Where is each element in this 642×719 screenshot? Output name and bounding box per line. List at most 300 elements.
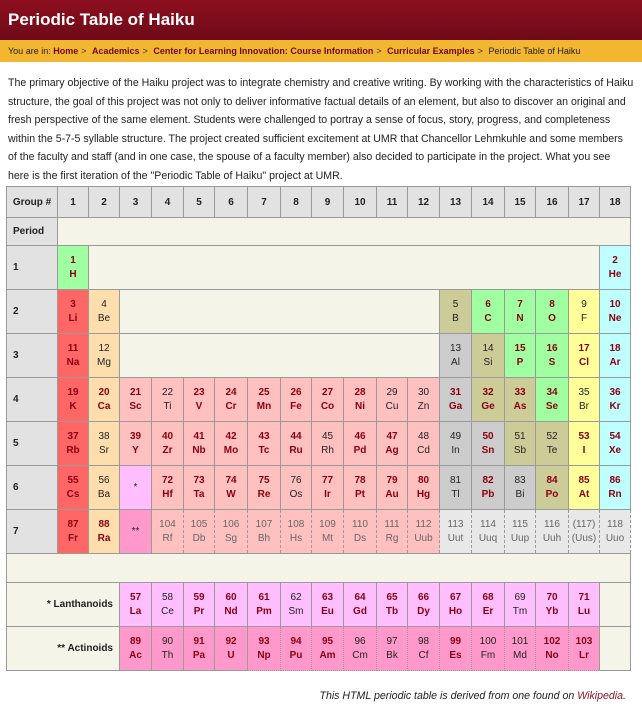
- atomic-number: 107: [255, 518, 273, 530]
- element-uus[interactable]: [569, 510, 600, 554]
- element-cm[interactable]: [344, 627, 377, 671]
- atomic-number: 36: [609, 386, 621, 398]
- breadcrumb-academics[interactable]: Academics: [92, 46, 140, 56]
- atomic-number: 80: [417, 474, 430, 486]
- atomic-number: 23: [193, 386, 205, 398]
- element-symbol: Cr: [225, 400, 237, 412]
- element-s[interactable]: [536, 334, 569, 378]
- intro-paragraph: The primary objective of the Haiku project was to integrate chemistry and creative writing. By working with the characteristics of Haiku structure, the goal of this project was not only to deliver informative factual details of an element, but also to discover an original and fresh perspective of the same element. Students were challenged to portray a sense of focus, story, progress, and completeness within the 5-7-5 syllable structure. The project created sufficient excitement at UMR that Chancellor Lehmkuhle and some members of the faculty and staff (and in one case, the spouse of a faculty member) also decided to participate in the project. What you see here is the first iteration of the "Periodic Table of Haiku" project at UMR.: [8, 77, 634, 182]
- element-p[interactable]: [505, 334, 536, 378]
- element-symbol: Yb: [545, 605, 559, 617]
- element-ge[interactable]: [472, 378, 505, 422]
- element-uut[interactable]: [440, 510, 472, 554]
- atomic-number: 101: [511, 635, 529, 647]
- element-se[interactable]: [536, 378, 569, 422]
- atomic-number: 30: [417, 386, 430, 398]
- lanthanoids-label: * Lanthanoids: [7, 583, 120, 627]
- element-mo[interactable]: [215, 422, 248, 466]
- element-no[interactable]: [536, 627, 569, 671]
- element-ca[interactable]: [89, 378, 120, 422]
- element-symbol: O: [548, 312, 556, 324]
- element-pb[interactable]: [472, 466, 505, 510]
- element-symbol: P: [516, 356, 524, 368]
- element-fr[interactable]: [58, 510, 89, 554]
- atomic-number: 74: [225, 474, 237, 486]
- element-rh[interactable]: [312, 422, 344, 466]
- element-symbol: Nb: [192, 444, 206, 456]
- element-uup[interactable]: [505, 510, 536, 554]
- group-number: 7: [248, 187, 281, 218]
- atomic-number: 86: [609, 474, 621, 486]
- element-he[interactable]: [600, 246, 631, 290]
- atomic-number: 21: [129, 386, 142, 398]
- element-symbol: La: [129, 605, 142, 617]
- element-symbol: U: [227, 649, 235, 661]
- element-pa[interactable]: [184, 627, 215, 671]
- element-hg[interactable]: [408, 466, 440, 510]
- element-yb[interactable]: [536, 583, 569, 627]
- element-symbol: Ac: [129, 649, 142, 661]
- lanthanoid-marker[interactable]: [120, 466, 152, 510]
- period-number: 3: [7, 334, 58, 378]
- element-symbol: Dy: [417, 605, 430, 617]
- element-symbol: Br: [579, 400, 589, 412]
- group-number: 4: [152, 187, 184, 218]
- atomic-number: 3: [70, 298, 76, 310]
- atomic-number: 8: [549, 298, 555, 310]
- element-sg[interactable]: [215, 510, 248, 554]
- element-at[interactable]: [569, 466, 600, 510]
- footer-note: This HTML periodic table is derived from one found on Wikipedia.: [319, 690, 626, 702]
- element-ti[interactable]: [152, 378, 184, 422]
- element-symbol: (Uus): [571, 532, 597, 544]
- group-number: 15: [505, 187, 536, 218]
- element-cd[interactable]: [408, 422, 440, 466]
- element-uub[interactable]: [408, 510, 440, 554]
- atomic-number: 9: [581, 298, 587, 310]
- element-mg[interactable]: [89, 334, 120, 378]
- group-number: 12: [408, 187, 440, 218]
- element-symbol: Ru: [289, 444, 303, 456]
- element-pd[interactable]: [344, 422, 377, 466]
- element-ir[interactable]: [312, 466, 344, 510]
- atomic-number: 7: [517, 298, 523, 310]
- element-sc[interactable]: [120, 378, 152, 422]
- element-li[interactable]: [58, 290, 89, 334]
- group-number: 6: [215, 187, 248, 218]
- element-ds[interactable]: [344, 510, 377, 554]
- element-al[interactable]: [440, 334, 472, 378]
- atomic-number: 60: [225, 591, 237, 603]
- element-symbol: Ir: [324, 488, 331, 500]
- element-symbol: Ar: [609, 356, 621, 368]
- element-ac[interactable]: [120, 627, 152, 671]
- element-ta[interactable]: [184, 466, 215, 510]
- atomic-number: 48: [417, 430, 430, 442]
- element-zn[interactable]: [408, 378, 440, 422]
- element-symbol: As: [513, 400, 527, 412]
- element-symbol: Md: [513, 649, 527, 661]
- atomic-number: 27: [321, 386, 334, 398]
- element-symbol: Fr: [68, 532, 78, 544]
- atomic-number: 29: [386, 386, 398, 398]
- element-kr[interactable]: [600, 378, 631, 422]
- element-uuh[interactable]: [536, 510, 569, 554]
- element-symbol: B: [452, 312, 459, 324]
- element-symbol: Pa: [192, 649, 206, 661]
- element-v[interactable]: [184, 378, 215, 422]
- atomic-number: 75: [258, 474, 270, 486]
- breadcrumb-prefix: You are in:: [8, 46, 51, 56]
- wikipedia-link[interactable]: Wikipedia: [577, 690, 624, 702]
- atomic-number: 15: [514, 342, 526, 354]
- element-symbol: Ag: [385, 444, 399, 456]
- atomic-number: 87: [67, 518, 79, 530]
- atomic-number: 110: [352, 518, 368, 530]
- element-md[interactable]: [505, 627, 536, 671]
- atomic-number: 31: [449, 386, 462, 398]
- element-symbol: Pt: [355, 488, 365, 500]
- element-po[interactable]: [536, 466, 569, 510]
- element-ho[interactable]: [440, 583, 472, 627]
- element-db[interactable]: [184, 510, 215, 554]
- atomic-number: 78: [354, 474, 366, 486]
- element-symbol: Cf: [418, 649, 429, 661]
- period-number: 6: [7, 466, 58, 510]
- element-symbol: Ba: [97, 488, 111, 500]
- element-co[interactable]: [312, 378, 344, 422]
- atomic-number: 96: [354, 635, 366, 647]
- atomic-number: 81: [449, 474, 462, 486]
- element-symbol: Bk: [386, 649, 398, 661]
- element-tb[interactable]: [377, 583, 408, 627]
- atomic-number: 73: [193, 474, 205, 486]
- element-mn[interactable]: [248, 378, 281, 422]
- element-tm[interactable]: [505, 583, 536, 627]
- element-am[interactable]: [312, 627, 344, 671]
- atomic-number: 57: [129, 591, 142, 603]
- atomic-number: 25: [258, 386, 270, 398]
- element-symbol: Uup: [510, 532, 530, 544]
- element-symbol: Zn: [417, 400, 430, 412]
- atomic-number: 106: [222, 518, 240, 530]
- atomic-number: 118: [607, 518, 623, 530]
- element-symbol: Pd: [353, 444, 367, 456]
- element-uuq[interactable]: [472, 510, 505, 554]
- element-symbol: Cd: [417, 444, 430, 456]
- element-symbol: Te: [546, 444, 558, 456]
- element-symbol: S: [548, 356, 556, 368]
- atomic-number: 112: [415, 518, 432, 530]
- atomic-number: 1: [70, 254, 76, 266]
- atomic-number: 82: [482, 474, 494, 486]
- element-uuo[interactable]: [600, 510, 631, 554]
- atomic-number: 93: [258, 635, 270, 647]
- element-symbol: Cu: [385, 400, 399, 412]
- group-number: 16: [536, 187, 569, 218]
- atomic-number: 49: [449, 430, 462, 442]
- element-symbol: Se: [545, 400, 559, 412]
- element-symbol: Li: [68, 312, 78, 324]
- element-nd[interactable]: [215, 583, 248, 627]
- element-cf[interactable]: [408, 627, 440, 671]
- element-pr[interactable]: [184, 583, 215, 627]
- element-ru[interactable]: [281, 422, 312, 466]
- element-symbol: Co: [320, 400, 335, 412]
- element-rb[interactable]: [58, 422, 89, 466]
- actinoids-label: ** Actinoids: [7, 627, 120, 671]
- atomic-number: 41: [193, 430, 205, 442]
- atomic-number: 104: [159, 518, 176, 530]
- element-cl[interactable]: [569, 334, 600, 378]
- atomic-number: 35: [578, 386, 590, 398]
- element-os[interactable]: [281, 466, 312, 510]
- element-symbol: Tl: [451, 488, 460, 500]
- atomic-number: 6: [485, 298, 491, 310]
- element-h[interactable]: [58, 246, 89, 290]
- element-ra[interactable]: [89, 510, 120, 554]
- table-spacer: [7, 554, 631, 583]
- period-number: 1: [7, 246, 58, 290]
- element-symbol: Uuh: [542, 532, 562, 544]
- element-b[interactable]: [440, 290, 472, 334]
- atomic-number: 70: [546, 591, 558, 603]
- element-tl[interactable]: [440, 466, 472, 510]
- element-rg[interactable]: [377, 510, 408, 554]
- element-th[interactable]: [152, 627, 184, 671]
- atomic-number: 114: [480, 518, 496, 530]
- element-cr[interactable]: [215, 378, 248, 422]
- element-symbol: Nd: [224, 605, 238, 617]
- element-symbol: Uub: [414, 532, 433, 544]
- element-bi[interactable]: [505, 466, 536, 510]
- atomic-number: 42: [225, 430, 237, 442]
- element-symbol: Al: [451, 356, 460, 368]
- element-in[interactable]: [440, 422, 472, 466]
- element-ga[interactable]: [440, 378, 472, 422]
- element-eu[interactable]: [312, 583, 344, 627]
- element-symbol: Hf: [162, 488, 173, 500]
- atomic-number: 113: [447, 518, 464, 530]
- atomic-number: 94: [290, 635, 302, 647]
- element-sr[interactable]: [89, 422, 120, 466]
- element-dy[interactable]: [408, 583, 440, 627]
- atomic-number: 33: [514, 386, 526, 398]
- element-c[interactable]: [472, 290, 505, 334]
- actinoid-marker[interactable]: [120, 510, 152, 554]
- element-zr[interactable]: [152, 422, 184, 466]
- atomic-number: 77: [321, 474, 334, 486]
- empty-cell: [600, 583, 631, 627]
- element-i[interactable]: [569, 422, 600, 466]
- atomic-number: 26: [290, 386, 302, 398]
- element-symbol: Uuq: [478, 532, 498, 544]
- element-pt[interactable]: [344, 466, 377, 510]
- element-ar[interactable]: [600, 334, 631, 378]
- element-nb[interactable]: [184, 422, 215, 466]
- element-symbol: N: [516, 312, 524, 324]
- element-symbol: Mg: [97, 356, 111, 368]
- element-symbol: Si: [483, 356, 493, 368]
- element-br[interactable]: [569, 378, 600, 422]
- empty-cell: [89, 246, 600, 290]
- group-number: 2: [89, 187, 120, 218]
- element-symbol: I: [582, 444, 586, 456]
- element-symbol: No: [545, 649, 559, 661]
- element-symbol: Na: [66, 356, 80, 368]
- element-symbol: Rb: [66, 444, 80, 456]
- element-sm[interactable]: [281, 583, 312, 627]
- atomic-number: 85: [578, 474, 590, 486]
- element-symbol: In: [451, 444, 460, 456]
- element-sn[interactable]: [472, 422, 505, 466]
- element-cu[interactable]: [377, 378, 408, 422]
- element-hf[interactable]: [152, 466, 184, 510]
- atomic-number: 92: [225, 635, 237, 647]
- element-n[interactable]: [505, 290, 536, 334]
- element-bh[interactable]: [248, 510, 281, 554]
- atomic-number: 100: [479, 635, 497, 647]
- element-symbol: Tb: [385, 605, 399, 617]
- element-o[interactable]: [536, 290, 569, 334]
- element-symbol: Fe: [290, 400, 302, 412]
- element-symbol: Uuo: [605, 532, 625, 544]
- element-ba[interactable]: [89, 466, 120, 510]
- element-ag[interactable]: [377, 422, 408, 466]
- period-number: 5: [7, 422, 58, 466]
- atomic-number: 103: [575, 635, 593, 647]
- element-symbol: Bi: [515, 488, 525, 500]
- element-ne[interactable]: [600, 290, 631, 334]
- atomic-number: 108: [287, 518, 305, 530]
- element-y[interactable]: [120, 422, 152, 466]
- breadcrumb: You are in: Home > Academics > Center for Learning Innovation: Course Information > Curricular Examples > Periodic Table of Haiku: [0, 40, 642, 62]
- element-symbol: Rf: [162, 532, 173, 544]
- atomic-number: 19: [67, 386, 79, 398]
- element-ce[interactable]: [152, 583, 184, 627]
- element-na[interactable]: [58, 334, 89, 378]
- element-re[interactable]: [248, 466, 281, 510]
- element-fm[interactable]: [472, 627, 505, 671]
- element-bk[interactable]: [377, 627, 408, 671]
- element-au[interactable]: [377, 466, 408, 510]
- element-gd[interactable]: [344, 583, 377, 627]
- atomic-number: 55: [67, 474, 79, 486]
- atomic-number: 11: [67, 342, 79, 354]
- element-symbol: Ca: [97, 400, 111, 412]
- element-f[interactable]: [569, 290, 600, 334]
- element-symbol: V: [195, 400, 203, 412]
- group-number: 11: [377, 187, 408, 218]
- element-symbol: Po: [545, 488, 559, 500]
- atomic-number: 105: [190, 518, 208, 530]
- element-hs[interactable]: [281, 510, 312, 554]
- empty-cell: [120, 290, 440, 334]
- element-lr[interactable]: [569, 627, 600, 671]
- atomic-number: 47: [386, 430, 398, 442]
- element-symbol: Tc: [258, 444, 270, 456]
- element-symbol: Ti: [163, 400, 172, 412]
- atomic-number: 24: [225, 386, 237, 398]
- element-lu[interactable]: [569, 583, 600, 627]
- element-rf[interactable]: [152, 510, 184, 554]
- element-symbol: Np: [257, 649, 271, 661]
- element-es[interactable]: [440, 627, 472, 671]
- element-as[interactable]: [505, 378, 536, 422]
- breadcrumb-cli[interactable]: Center for Learning Innovation: Course Information: [153, 46, 374, 56]
- atomic-number: 90: [161, 635, 174, 647]
- atomic-number: 54: [609, 430, 621, 442]
- page-title: Periodic Table of Haiku: [8, 10, 195, 29]
- element-ni[interactable]: [344, 378, 377, 422]
- element-symbol: Gd: [353, 605, 367, 617]
- breadcrumb-home[interactable]: Home: [53, 46, 79, 56]
- atomic-number: 65: [386, 591, 398, 603]
- atomic-number: 88: [98, 518, 110, 530]
- element-be[interactable]: [89, 290, 120, 334]
- atomic-number: 28: [354, 386, 366, 398]
- atomic-number: 59: [193, 591, 205, 603]
- breadcrumb-curricular[interactable]: Curricular Examples: [387, 46, 475, 56]
- element-te[interactable]: [536, 422, 569, 466]
- element-k[interactable]: [58, 378, 89, 422]
- footer-text: This HTML periodic table is derived from one found on: [319, 690, 575, 702]
- element-fe[interactable]: [281, 378, 312, 422]
- element-pm[interactable]: [248, 583, 281, 627]
- element-er[interactable]: [472, 583, 505, 627]
- period-number: 7: [7, 510, 58, 554]
- element-w[interactable]: [215, 466, 248, 510]
- atomic-number: 61: [258, 591, 270, 603]
- element-symbol: Ra: [97, 532, 111, 544]
- element-cs[interactable]: [58, 466, 89, 510]
- atomic-number: 17: [578, 342, 590, 354]
- atomic-number: 62: [290, 591, 302, 603]
- element-si[interactable]: [472, 334, 505, 378]
- element-symbol: H: [69, 268, 77, 280]
- element-tc[interactable]: [248, 422, 281, 466]
- atomic-number: 66: [417, 591, 430, 603]
- group-number: 1: [58, 187, 89, 218]
- element-symbol: Hs: [289, 532, 303, 544]
- element-sb[interactable]: [505, 422, 536, 466]
- atomic-number: 84: [546, 474, 558, 486]
- element-symbol: He: [608, 268, 622, 280]
- element-u[interactable]: [215, 627, 248, 671]
- element-symbol: Ds: [353, 532, 367, 544]
- element-np[interactable]: [248, 627, 281, 671]
- atomic-number: 95: [321, 635, 334, 647]
- element-mt[interactable]: [312, 510, 344, 554]
- atomic-number: 69: [514, 591, 526, 603]
- group-number: 14: [472, 187, 505, 218]
- element-la[interactable]: [120, 583, 152, 627]
- element-symbol: C: [484, 312, 492, 324]
- element-rn[interactable]: [600, 466, 631, 510]
- element-symbol: Ge: [481, 400, 495, 412]
- element-symbol: Pr: [193, 605, 205, 617]
- element-pu[interactable]: [281, 627, 312, 671]
- element-symbol: Sm: [288, 605, 304, 617]
- atomic-number: 99: [449, 635, 462, 647]
- element-xe[interactable]: [600, 422, 631, 466]
- atomic-number: 102: [543, 635, 561, 647]
- group-number: 9: [312, 187, 344, 218]
- atomic-number: 34: [546, 386, 558, 398]
- period-number: 2: [7, 290, 58, 334]
- element-symbol: Mt: [321, 532, 334, 544]
- atomic-number: (117): [572, 518, 596, 530]
